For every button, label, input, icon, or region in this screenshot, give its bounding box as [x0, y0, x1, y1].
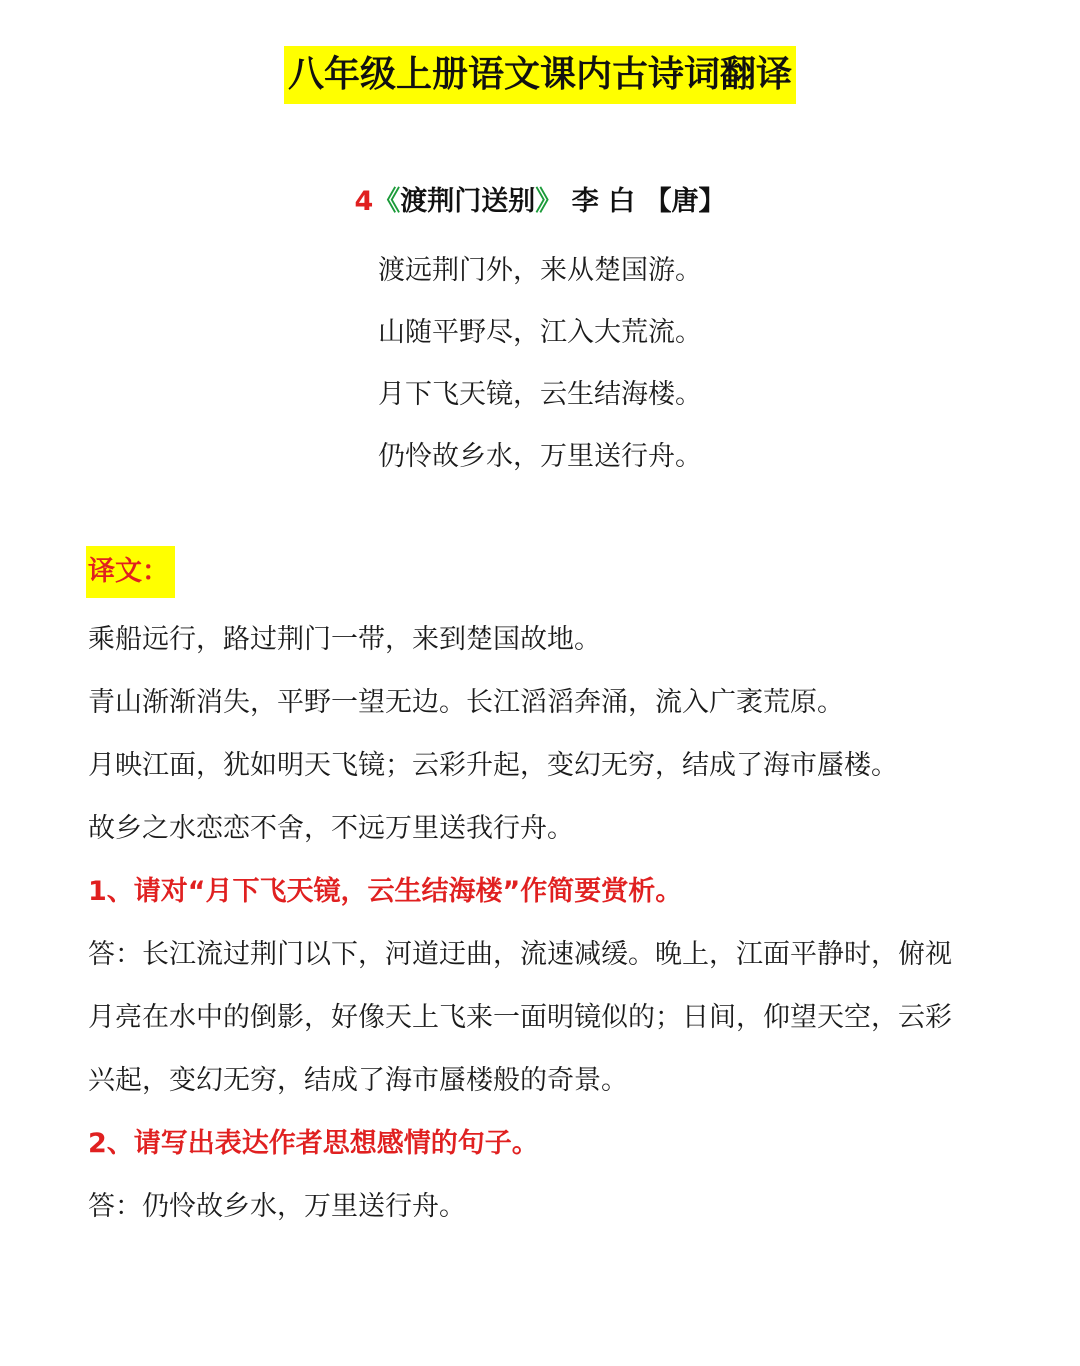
page-title: 八年级上册语文课内古诗词翻译: [284, 46, 796, 104]
poem-line: 山随平野尽，江入大荒流。: [378, 317, 702, 348]
header: [0, 46, 1080, 104]
translation-section: [88, 608, 1008, 1238]
answer-1-line: 兴起，变幻无穷，结成了海市蜃楼般的奇景。: [88, 1065, 628, 1096]
poem-name-open: 《: [373, 186, 401, 217]
answer-1-line: 答：长江流过荆门以下，河道迂曲，流速减缓。晚上，江面平静时，俯视: [88, 939, 952, 970]
poem-body: [0, 240, 1080, 488]
answer-2-line: 答：仍怜故乡水，万里送行舟。: [88, 1191, 466, 1222]
translation-line: 青山渐渐消失，平野一望无边。长江滔滔奔涌，流入广袤荒原。: [88, 687, 844, 718]
poem-dynasty: 【唐】: [644, 186, 726, 217]
poem-author: 李 白: [571, 186, 636, 217]
question-2: 2、请写出表达作者思想感情的句子。: [88, 1128, 539, 1159]
poem-line: 渡远荆门外，来从楚国游。: [378, 255, 702, 286]
poem-number: 4: [354, 186, 374, 217]
translation-line: 月映江面，犹如明天飞镜；云彩升起，变幻无穷，结成了海市蜃楼。: [88, 750, 898, 781]
answer-1-line: 月亮在水中的倒影，好像天上飞来一面明镜似的；日间，仰望天空，云彩: [88, 1002, 952, 1033]
question-1: 1、请对“月下飞天镜，云生结海楼”作简要赏析。: [88, 876, 683, 907]
poem-name-close: 》: [535, 186, 563, 217]
translation-line: 乘船远行，路过荆门一带，来到楚国故地。: [88, 624, 601, 655]
poem-name: 渡荆门送别: [400, 186, 536, 217]
poem-line: 月下飞天镜，云生结海楼。: [378, 379, 702, 410]
translation-label: 译文：: [86, 546, 175, 598]
poem-line: 仍怜故乡水，万里送行舟。: [378, 441, 702, 472]
poem-heading: [0, 180, 1080, 224]
translation-line: 故乡之水恋恋不舍，不远万里送我行舟。: [88, 813, 574, 844]
